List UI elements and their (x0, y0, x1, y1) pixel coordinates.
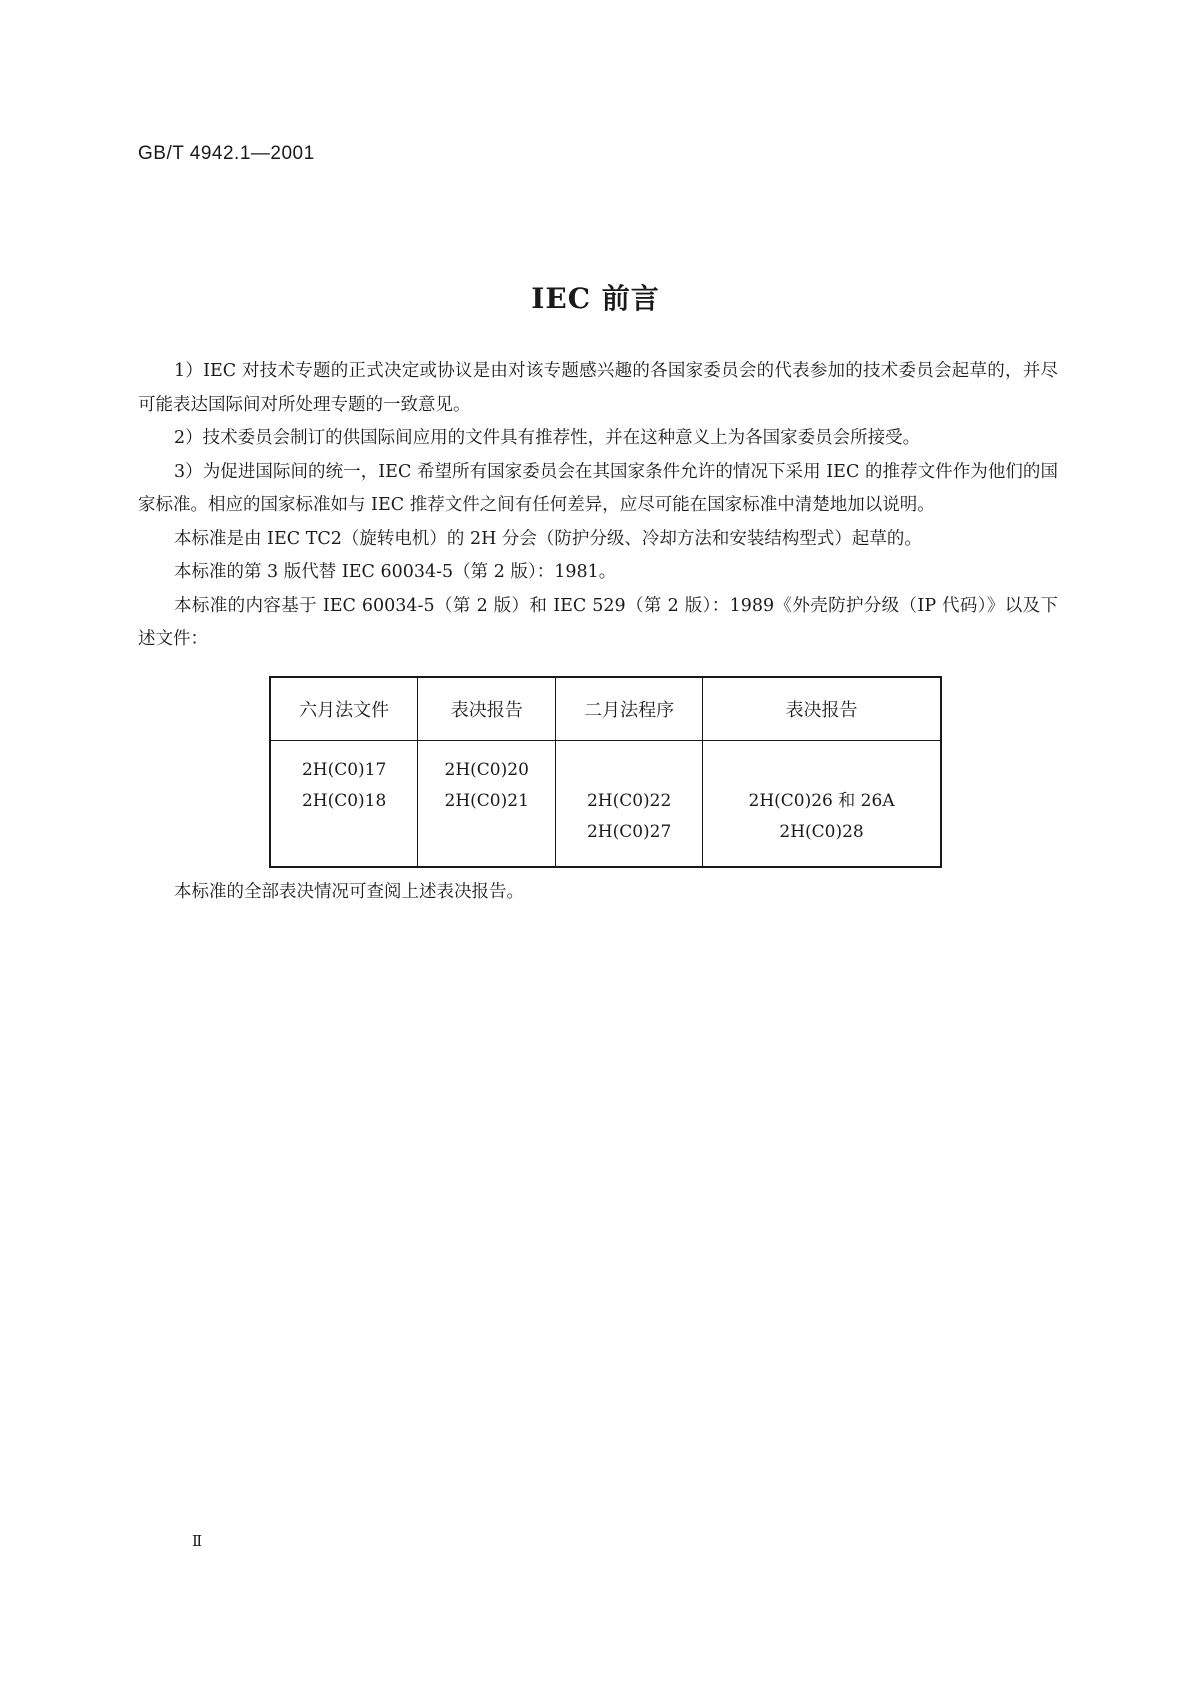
cell-june-method-docs (270, 741, 418, 868)
cell-line: 2H(C0)28 (779, 822, 864, 842)
cell-line: 2H(C0)17 (301, 760, 387, 780)
paragraph-1: 1）IEC 对技术专题的正式决定或协议是由对该专题感兴趣的各国家委员会的代表参加的技术委员会起草的，并尽可能表达国际间对所处理专题的一致意见。 (138, 361, 1058, 415)
paragraph-6: 本标准的内容基于 IEC 60034-5（第 2 版）和 IEC 529（第 2 版）：1989《外壳防护分级（IP 代码）》以及下述文件： (138, 595, 1058, 649)
body-text (138, 355, 1058, 657)
cell-vote-report-1 (418, 741, 556, 868)
paragraph-4: 本标准是由 IEC TC2（旋转电机）的 2H 分会（防护分级、冷却方法和安装结构型式）起草的。 (174, 528, 922, 549)
cell-vote-report-2 (703, 741, 941, 868)
table-row (270, 741, 941, 868)
cell-line: 2H(C0)21 (444, 791, 529, 811)
cell-line: 2H(C0)20 (444, 760, 529, 780)
standard-code: GB/T 4942.1—2001 (138, 143, 315, 164)
paragraph-5: 本标准的第 3 版代替 IEC 60034-5（第 2 版）：1981。 (174, 562, 617, 582)
table-header-row (270, 677, 941, 741)
closing-note: 本标准的全部表决情况可查阅上述表决报告。 (174, 882, 524, 902)
vote-documents-table (269, 676, 942, 868)
header-feb-method-procedure: 二月法程序 (556, 677, 703, 741)
page-number: Ⅱ (192, 1532, 203, 1550)
header-june-method-docs: 六月法文件 (270, 677, 418, 741)
cell-line: 2H(C0)27 (586, 822, 672, 842)
cell-line: 2H(C0)26 和 26A (748, 791, 895, 811)
header-vote-report-1: 表决报告 (418, 677, 556, 741)
paragraph-2: 2）技术委员会制订的供国际间应用的文件具有推荐性，并在这种意义上为各国家委员会所接受。 (174, 428, 921, 448)
cell-line: 2H(C0)22 (586, 791, 672, 811)
header-vote-report-2: 表决报告 (703, 677, 941, 741)
cell-feb-method-procedure (556, 741, 703, 868)
paragraph-3: 3）为促进国际间的统一，IEC 希望所有国家委员会在其国家条件允许的情况下采用 IEC 的推荐文件作为他们的国家标准。相应的国家标准如与 IEC 推荐文件之间有任何差异，应尽可能在国家标准中清楚地加以说明。 (138, 461, 1058, 515)
page-title: IEC 前言 (531, 282, 660, 315)
cell-line: 2H(C0)18 (301, 791, 387, 811)
